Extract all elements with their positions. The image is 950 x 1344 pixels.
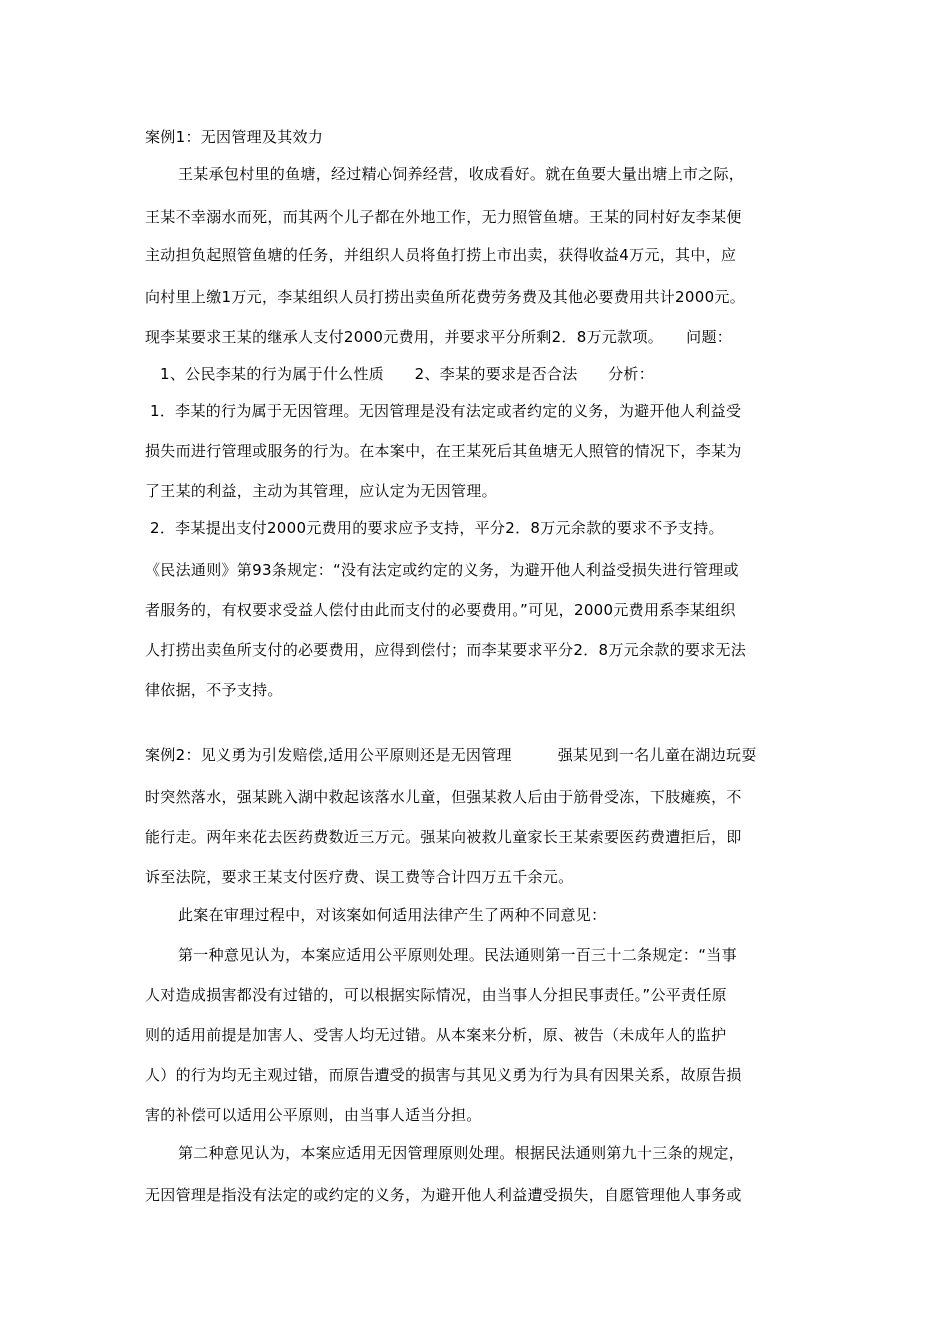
case2-intro-line: 诉至法院，要求王某支付医疗费、误工费等合计四万五千余元。 — [145, 868, 574, 886]
case1-facts-line: 现李某要求王某的继承人支付2000元费用，并要求平分所剩2．8万元款项。 问题： — [145, 328, 733, 346]
case2-opinion2-line: 无因管理是指没有法定的或约定的义务，为避开他人利益遭受损失，自愿管理他人事务或 — [145, 1186, 742, 1204]
case2-intro-line: 时突然落水，强某跳入湖中救起该落水儿童，但强某救人后由于筋骨受冻，下肢瘫痪，不 — [145, 788, 742, 806]
case2-opinion2-line: 第二种意见认为，本案应适用无因管理原则处理。根据民法通则第九十三条的规定， — [178, 1144, 745, 1162]
case2-opinion1-line: 则的适用前提是加害人、受害人均无过错。从本案来分析，原、被告（未成年人的监护 — [145, 1026, 727, 1044]
case1-facts-line: 王某不幸溺水而死，而其两个儿子都在外地工作，无力照管鱼塘。王某的同村好友李某便 — [145, 208, 742, 226]
case2-opinion1-line: 人对造成损害都没有过错的，可以根据实际情况，由当事人分担民事责任。”公平责任原 — [145, 986, 727, 1004]
case1-analysis2-line: 者服务的，有权要求受益人偿付由此而支付的必要费用。”可见，2000元费用系李某组织 — [145, 601, 736, 619]
case1-facts-line: 向村里上缴1万元，李某组织人员打捞出卖鱼所花费劳务费及其他必要费用共计2000元。 — [145, 288, 746, 306]
case2-opinion1-line: 第一种意见认为，本案应适用公平原则处理。民法通则第一百三十二条规定：“当事 — [178, 946, 737, 964]
case2-opinions-intro: 此案在审理过程中，对该案如何适用法律产生了两种不同意见： — [178, 906, 607, 924]
case1-analysis2-line: 人打捞出卖鱼所支付的必要费用，应得到偿付；而李某要求平分2．8万元余款的要求无法 — [145, 641, 747, 659]
case2-intro-line: 案例2：见义勇为引发赔偿,适用公平原则还是无因管理 强某见到一名儿童在湖边玩耍 — [145, 746, 757, 764]
case1-analysis1-line: 损失而进行管理或服务的行为。在本案中，在王某死后其鱼塘无人照管的情况下，李某为 — [145, 442, 742, 460]
case1-analysis1-line: 1．李某的行为属于无因管理。无因管理是没有法定或者约定的义务，为避开他人利益受 — [150, 402, 742, 420]
case1-questions: 1、公民李某的行为属于什么性质 2、李某的要求是否合法 分析： — [160, 365, 654, 383]
case1-analysis2-line: 律依据，不予支持。 — [145, 681, 283, 699]
case2-opinion1-line: 人）的行为均无主观过错，而原告遭受的损害与其见义勇为行为具有因果关系，故原告损 — [145, 1066, 742, 1084]
case1-facts-line: 主动担负起照管鱼塘的任务，并组织人员将鱼打捞上市出卖，获得收益4万元，其中，应 — [145, 246, 737, 264]
case1-analysis2-line: 2．李某提出支付2000元费用的要求应予支持，平分2．8万元余款的要求不予支持。 — [150, 519, 724, 537]
case1-analysis1-line: 了王某的利益，主动为其管理，应认定为无因管理。 — [145, 482, 497, 500]
case1-title: 案例1：无因管理及其效力 — [145, 128, 324, 146]
case2-opinion1-line: 害的补偿可以适用公平原则，由当事人适当分担。 — [145, 1106, 482, 1124]
case2-intro-line: 能行走。两年来花去医药费数近三万元。强某向被救儿童家长王某索要医药费遭拒后，即 — [145, 828, 742, 846]
case1-facts-line: 王某承包村里的鱼塘，经过精心饲养经营，收成看好。就在鱼要大量出塘上市之际， — [178, 165, 745, 183]
case1-analysis2-line: 《民法通则》第93条规定：“没有法定或约定的义务，为避开他人利益受损失进行管理或 — [145, 561, 739, 579]
